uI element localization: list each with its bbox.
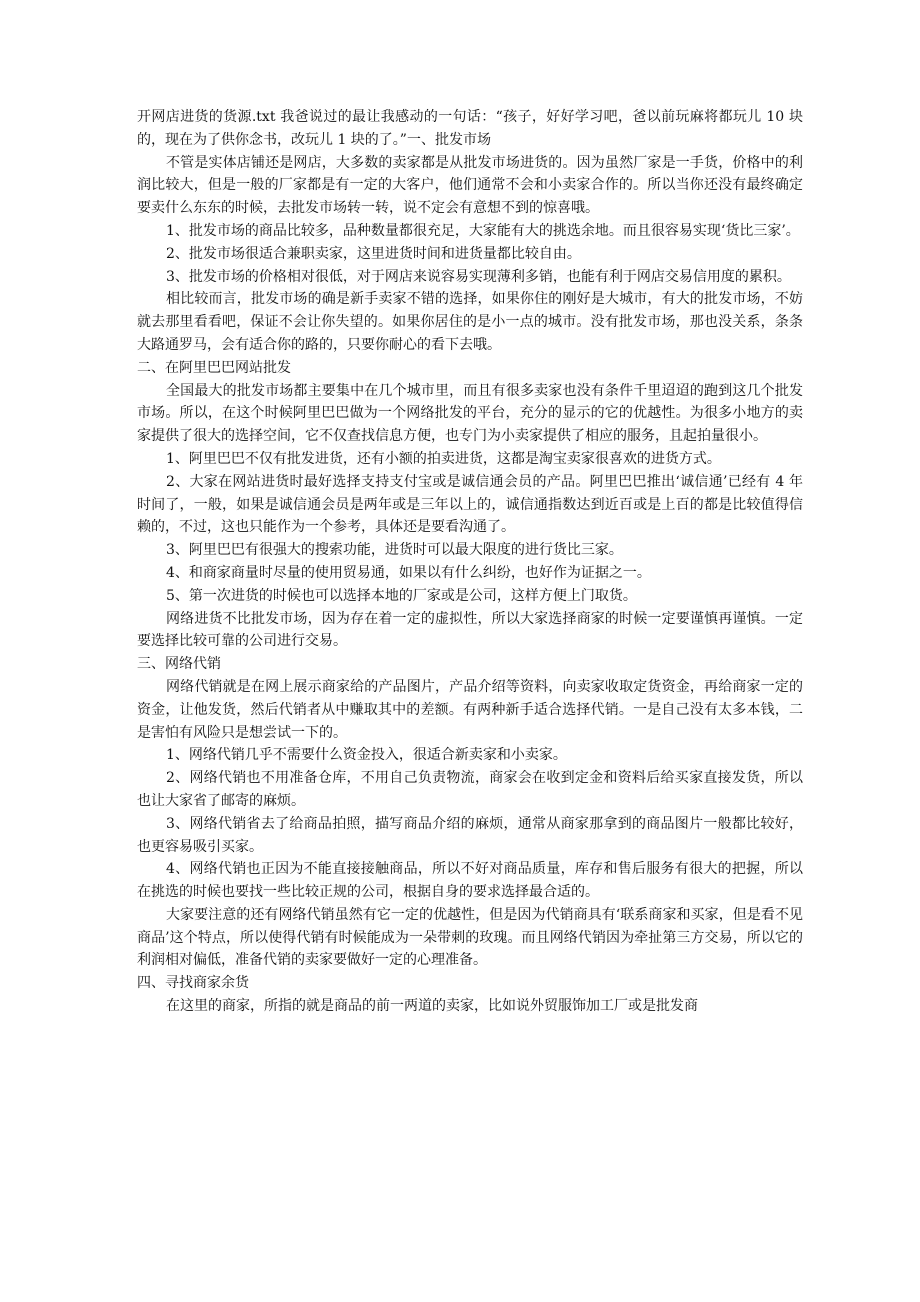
paragraph: 全国最大的批发市场都主要集中在几个城市里，而且有很多卖家也没有条件千里迢迢的跑到这几个批发市场。所以，在这个时候阿里巴巴做为一个网络批发的平台，充分的显示的它的优越性。为很多小地方的卖家提供了很大的选择空间，它不仅查找信息方便，也专门为小卖家提供了相应的服务，且起拍量很小。 [137, 382, 803, 445]
list-item: 3、批发市场的价格相对很低，对于网店来说容易实现薄利多销，也能有利于网店交易信用度的累积。 [166, 268, 791, 285]
list-item: 3、网络代销省去了给商品拍照，描写商品介绍的麻烦，通常从商家那拿到的商品图片一般都比较好，也更容易吸引买家。 [137, 815, 803, 855]
list-item: 4、和商家商量时尽量的使用贸易通，如果以有什么纠纷，也好作为证据之一。 [166, 564, 651, 581]
list-item: 4、网络代销也正因为不能直接接触商品，所以不好对商品质量，库存和售后服务有很大的把握，所以在挑选的时候也要找一些比较正规的公司，根据自身的要求选择最合适的。 [137, 861, 803, 901]
list-item: 3、阿里巴巴有很强大的搜索功能，进货时可以最大限度的进行货比三家。 [166, 542, 623, 559]
list-item: 1、阿里巴巴不仅有批发进货，还有小额的拍卖进货，这都是淘宝卖家很喜欢的进货方式。 [166, 450, 721, 467]
list-item: 1、网络代销几乎不需要什么资金投入，很适合新卖家和小卖家。 [166, 747, 567, 764]
document-body [137, 106, 803, 1018]
paragraph-intro: 开网店进货的货源.txt 我爸说过的最让我感动的一句话：“孩子，好好学习吧，爸以前玩麻将都玩儿 10 块的，现在为了供你念书，改玩儿 1 块的了。”一、批发市场 [137, 109, 803, 148]
list-item: 2、批发市场很适合兼职卖家，这里进货时间和进货量都比较自由。 [166, 245, 581, 262]
section-heading: 四、寻找商家余货 [137, 975, 249, 992]
paragraph: 网络进货不比批发市场，因为存在着一定的虚拟性，所以大家选择商家的时候一定要谨慎再谨慎。一定要选择比较可靠的公司进行交易。 [137, 610, 803, 650]
list-item: 5、第一次进货的时候也可以选择本地的厂家或是公司，这样方便上门取货。 [166, 587, 637, 604]
list-item: 2、网络代销也不用准备仓库，不用自己负责物流，商家会在收到定金和资料后给买家直接发货，所以也让大家省了邮寄的麻烦。 [137, 770, 803, 809]
section-heading: 三、网络代销 [137, 656, 221, 673]
paragraph: 网络代销就是在网上展示商家给的产品图片，产品介绍等资料，向卖家收取定货资金，再给商家一定的资金，让他发货，然后代销者从中赚取其中的差额。有两种新手适合选择代销。一是自己没有太多本钱，二是害怕有风险只是想尝试一下的。 [137, 678, 803, 741]
paragraph: 不管是实体店铺还是网店，大多数的卖家都是从批发市场进货的。因为虽然厂家是一手货，价格中的利润比较大，但是一般的厂家都是有一定的大客户，他们通常不会和小卖家合作的。所以当你还没有最终确定要卖什么东东的时候，去批发市场转一转，说不定会有意想不到的惊喜哦。 [137, 154, 803, 217]
section-heading: 二、在阿里巴巴网站批发 [137, 359, 291, 376]
paragraph: 大家要注意的还有网络代销虽然有它一定的优越性，但是因为代销商具有‘联系商家和买家，但是看不见商品’这个特点，所以使得代销有时候能成为一朵带刺的玫瑰。而且网络代销因为牵扯第三方交易，所以它的利润相对偏低，准备代销的卖家要做好一定的心理准备。 [137, 906, 803, 969]
paragraph: 相比较而言，批发市场的确是新手卖家不错的选择，如果你住的刚好是大城市，有大的批发市场，不妨就去那里看看吧，保证不会让你失望的。如果你居住的是小一点的城市。没有批发市场，那也没关系，条条大路通罗马，会有适合你的路的，只要你耐心的看下去哦。 [137, 291, 803, 353]
list-item: 1、批发市场的商品比较多，品种数量都很充足，大家能有大的挑选余地。而且很容易实现‘货比三家’。 [166, 222, 800, 239]
list-item: 2、大家在网站进货时最好选择支持支付宝或是诚信通会员的产品。阿里巴巴推出‘诚信通’已经有 4 年时间了，一般，如果是诚信通会员是两年或是三年以上的，诚信通指数达到近百或是上百的都是比较值得信赖的，不过，这也只能作为一个参考，具体还是要看沟通了。 [137, 473, 803, 536]
paragraph: 在这里的商家，所指的就是商品的前一两道的卖家，比如说外贸服饰加工厂或是批发商 [166, 998, 698, 1015]
